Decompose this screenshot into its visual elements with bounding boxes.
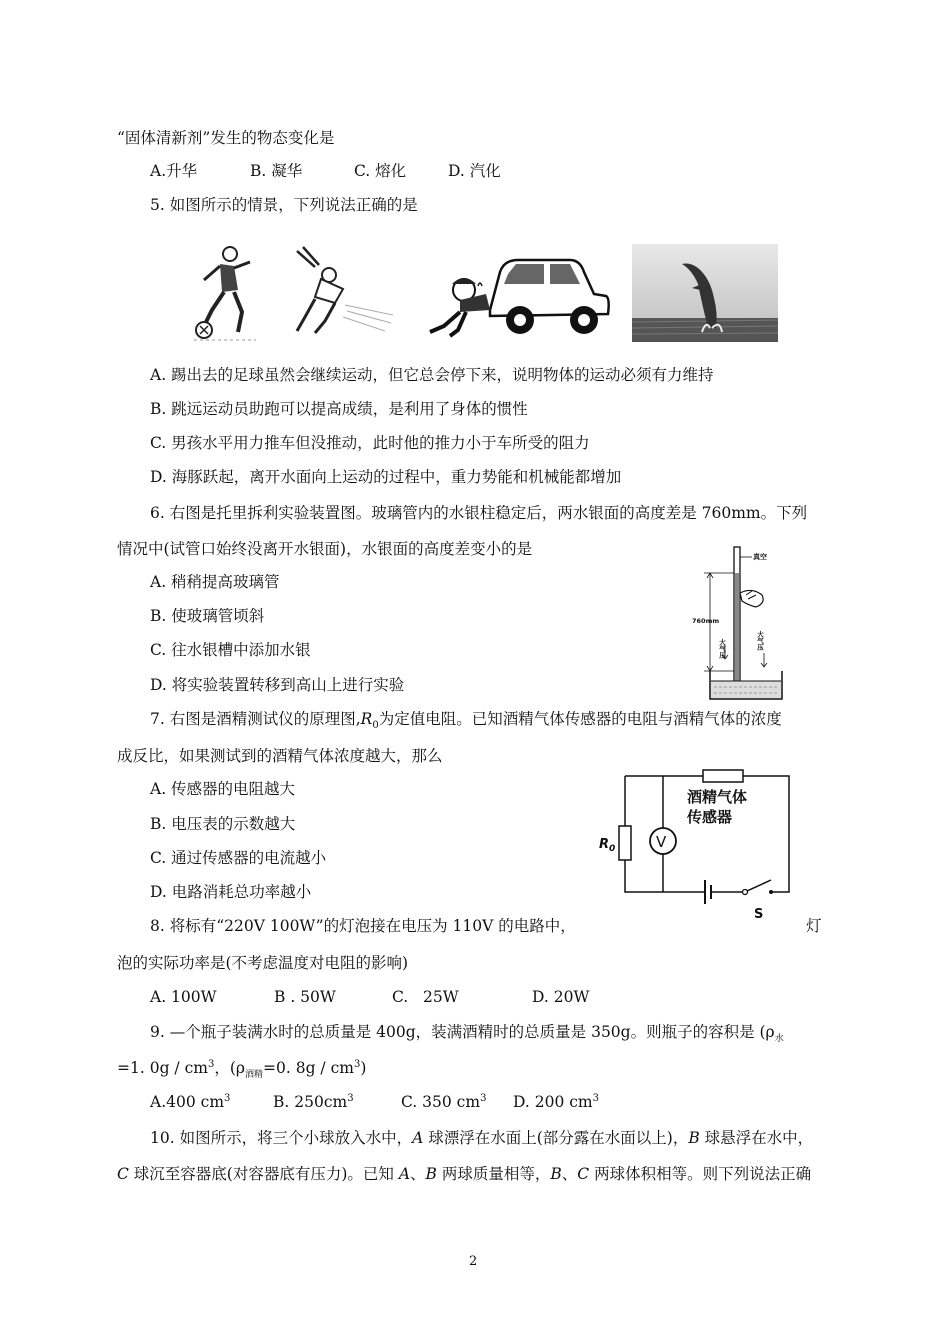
ball-c-label: C — [117, 1165, 129, 1183]
q7-stem-b: 为定值电阻。已知酒精气体传感器的电阻与酒精气体的浓度 — [378, 710, 782, 728]
q8-option-d: D. 20W — [532, 988, 590, 1006]
q5-option-c: C. 男孩水平用力推车但没推动，此时他的推力小于车所受的阻力 — [150, 434, 590, 452]
atm-pressure-label-right: 大气压 — [756, 631, 764, 651]
height-760mm-label: 760mm — [692, 617, 720, 625]
switch-label: S — [754, 907, 764, 922]
q10-stem-line2 — [117, 1164, 811, 1184]
q8-stem-line2: 泡的实际功率是(不考虑温度对电阻的影响) — [117, 954, 409, 972]
q7-option-c: C. 通过传感器的电流越小 — [150, 849, 327, 867]
q4-option-a: A.升华 — [150, 162, 198, 180]
q9-stem-a: 9. —个瓶子装满水时的总质量是 400g，装满酒精时的总质量是 350g。则瓶子的容积是 (ρ — [150, 1023, 775, 1041]
voltmeter-label: V — [656, 833, 667, 851]
rho-alcohol-subscript: 酒精 — [245, 1070, 264, 1081]
q6-option-c: C. 往水银槽中添加水银 — [150, 641, 311, 659]
q9-rho-alcohol-value: =0. 8g / cm — [263, 1059, 354, 1077]
q5-option-a: A. 踢出去的足球虽然会继续运动，但它总会停下来，说明物体的运动必须有力维持 — [150, 366, 714, 384]
sensor-label-line1: 酒精气体 — [687, 788, 748, 806]
r0-resistor — [619, 826, 631, 860]
ball-a-label: A — [412, 1129, 424, 1147]
ball-b-label: B — [688, 1129, 700, 1147]
q9-cube-sup-1: 3 — [207, 1058, 215, 1070]
q9-close-paren: ) — [360, 1059, 367, 1077]
ball-c-label-2: C — [577, 1165, 590, 1183]
q5-option-b: B. 跳远运动员助跑可以提高成绩，是利用了身体的惯性 — [150, 400, 528, 418]
q10-text-6: 两球体积相等。则下列说法正确 — [589, 1165, 812, 1183]
q9-cube-sup-2: 3 — [353, 1058, 361, 1070]
q6-option-b: B. 使玻璃管顷斜 — [150, 607, 265, 625]
q4-option-c: C. 熔化 — [354, 162, 407, 180]
sensor-resistor — [703, 770, 743, 782]
q4-option-b: B. 凝华 — [250, 162, 303, 180]
q8-option-a: A. 100W — [150, 988, 217, 1006]
q10-sep-2: 、 — [561, 1165, 578, 1183]
q9-option-c: C. 350 $cm^3$ — [401, 1092, 487, 1111]
vacuum-label: 真空 — [753, 553, 767, 561]
q10-text-2: 球漂浮在水面上(部分露在水面以上)， — [423, 1129, 689, 1147]
q8-stem-line1-end: 灯 — [806, 917, 822, 935]
q9-option-a: A.400 $cm^3$ — [150, 1092, 231, 1111]
q9-stem-line2 — [117, 1058, 367, 1081]
q7-stem-a: 7. 右图是酒精测试仪的原理图, — [150, 710, 361, 728]
q6-option-a: A. 稍稍提高玻璃管 — [150, 573, 280, 591]
q4-options — [150, 161, 501, 181]
q4-stem-tail: “固体清新剂”发生的物态变化是 — [117, 129, 335, 147]
battery — [705, 880, 711, 904]
q8-option-c: C. 25W — [392, 988, 459, 1006]
q6-option-d: D. 将实验装置转移到高山上进行实验 — [150, 676, 405, 694]
q9-rho-alcohol-open: ，(ρ — [214, 1059, 245, 1077]
ball-a-label-2: A — [398, 1165, 411, 1183]
switch — [747, 880, 771, 891]
dolphin-image — [632, 244, 778, 342]
q9-option-d: D. 200 $cm^3$ — [513, 1092, 599, 1111]
q7-stem-line2: 成反比，如果测试到的酒精气体浓度越大，那么 — [117, 747, 443, 765]
q9-options — [150, 1092, 599, 1112]
rho-water-subscript: 水 — [774, 1034, 784, 1045]
ball-b-label-3: B — [550, 1165, 562, 1183]
q7-stem-line1 — [150, 709, 782, 732]
atm-pressure-label-left: 大气压 — [718, 639, 726, 659]
q7-option-d: D. 电路消耗总功率越小 — [150, 883, 312, 901]
q10-text-5: 两球质量相等， — [436, 1165, 551, 1183]
q9-rho-water-value: =1. 0g / cm — [117, 1059, 208, 1077]
long-jumper-image — [285, 245, 395, 337]
q4-option-d: D. 汽化 — [448, 162, 501, 180]
q10-text-3: 球悬浮在水中， — [699, 1129, 814, 1147]
q10-sep-1: 、 — [410, 1165, 426, 1183]
q10-text-1: 10. 如图所示，将三个小球放入水中， — [150, 1129, 413, 1147]
soccer-player-image — [190, 240, 260, 342]
q7-option-b: B. 电压表的示数越大 — [150, 815, 296, 833]
alcohol-tester-circuit-figure — [595, 764, 795, 922]
q5-option-d: D. 海豚跃起，离开水面向上运动的过程中，重力势能和机械能都增加 — [150, 468, 622, 486]
q10-text-4: 球沉至容器底(对容器底有压力)。已知 — [128, 1165, 399, 1183]
q7-r0-subscript: 0 — [372, 720, 379, 732]
q8-stem-line1: 8. 将标有“220V 100W”的灯泡接在电压为 110V 的电路中， — [150, 917, 576, 935]
boy-pushing-car-image — [420, 250, 610, 342]
ball-b-label-2: B — [425, 1165, 437, 1183]
q8-option-b: B . 50W — [274, 988, 336, 1006]
q5-stem: 5. 如图所示的情景，下列说法正确的是 — [150, 196, 418, 214]
q6-stem-line2: 情况中(试管口始终没离开水银面)，水银面的高度差变小的是 — [117, 540, 533, 558]
q10-stem-line1 — [150, 1128, 813, 1148]
r0-figure-label: $R_0$ — [599, 837, 616, 854]
q8-options — [150, 987, 589, 1007]
q7-option-a: A. 传感器的电阻越大 — [150, 780, 296, 798]
torricelli-apparatus-figure — [690, 543, 795, 703]
q7-r0-symbol: R — [360, 710, 373, 728]
q9-option-b: B. $250cm^3$ — [273, 1092, 354, 1111]
q6-stem-line1: 6. 右图是托里拆利实验装置图。玻璃管内的水银柱稳定后，两水银面的高度差是 760mm。下列 — [150, 504, 808, 522]
q9-stem-line1 — [150, 1022, 784, 1045]
sensor-label-line2: 传感器 — [687, 808, 733, 826]
page-number: 2 — [469, 1254, 478, 1269]
